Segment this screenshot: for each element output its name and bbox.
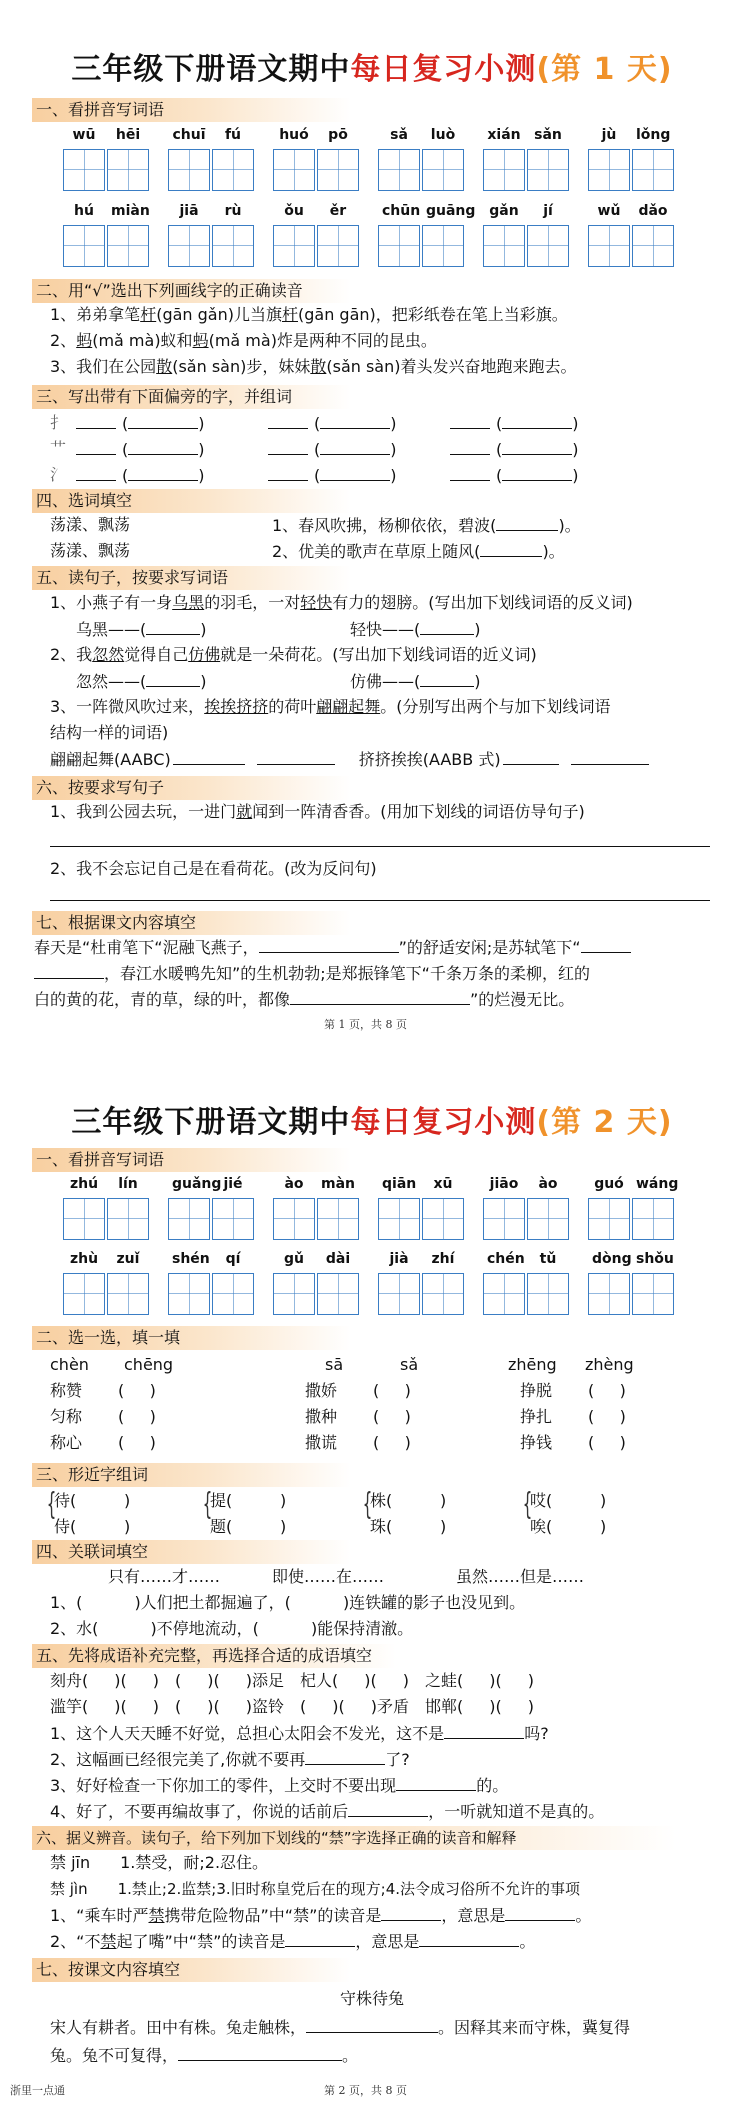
pinyin-label: huó [279, 127, 309, 143]
idiom-part: ) [402, 1671, 409, 1690]
paren: ) [198, 440, 205, 459]
pinyin-option: sǎ [400, 1355, 419, 1374]
writing-box [168, 149, 210, 191]
char-group: 待( [54, 1491, 77, 1510]
writing-box [588, 149, 630, 191]
writing-box [317, 149, 359, 191]
close-paren: ) [440, 1491, 447, 1510]
writing-box [317, 1273, 359, 1315]
writing-box [317, 225, 359, 267]
pinyin-label: zhú [69, 1176, 99, 1192]
p1-section3-heading: 三、写出带有下面偏旁的字，并组词 [32, 385, 351, 409]
idiom-part: )矛盾 [370, 1697, 409, 1716]
p2-s4-q1: 1、( )人们把土都掘遍了，( )连铁罐的影子也没见到。 [50, 1593, 526, 1612]
p1-s5-line6: 结构一样的词语) [50, 723, 169, 742]
p1-s4-q1: 1、春风吹拂，杨柳依依，碧波( )。 [272, 516, 581, 535]
p2-section6-heading: 六、据义辨音。读句子，给下列加下划线的“禁”字选择正确的读音和解释 [32, 1826, 676, 1850]
idiom-part: )( [489, 1697, 502, 1716]
paren: ( [314, 440, 321, 459]
pinyin-label: xū [433, 1176, 453, 1192]
paren-blank: ( ) [373, 1381, 411, 1400]
pinyin-label: dòng [592, 1251, 632, 1267]
radical: 艹 [50, 439, 67, 458]
p1-s4-q2: 2、优美的歌声在草原上随风( )。 [272, 542, 565, 561]
writing-box [273, 225, 315, 267]
pinyin-label: tǔ [539, 1251, 557, 1267]
writing-box [483, 1273, 525, 1315]
close-paren: ) [124, 1491, 131, 1510]
word: 撒谎 [305, 1433, 338, 1452]
char-group: 提( [210, 1491, 233, 1510]
p1-s6-answer-line2 [50, 900, 710, 901]
idiom-part: 刻舟( [50, 1671, 89, 1690]
pinyin-label: jiā [179, 203, 199, 219]
writing-box [107, 1273, 149, 1315]
pinyin-label: xián [487, 127, 521, 143]
pinyin-label: shǒu [636, 1251, 674, 1267]
writing-box [168, 1198, 210, 1240]
pinyin-label: miàn [111, 203, 150, 219]
p1-s2-line1: 1、弟弟拿笔杆(gān gǎn)儿当旗杆(gān gān)，把彩纸卷在笔上当彩旗。 [50, 305, 568, 324]
pinyin-label: zhí [431, 1251, 455, 1267]
brace-icon: { [362, 1487, 373, 1522]
idiom-part: 滥竽( [50, 1697, 89, 1716]
p1-s7-line2: ，春江水暖鸭先知”的生机勃勃;是郑振锋笔下“千条万条的柔柳，红的 [34, 962, 590, 985]
char-group: 珠( [370, 1517, 393, 1536]
paren: ( [314, 414, 321, 433]
pinyin-label: jià [389, 1251, 409, 1267]
paren: ( [496, 466, 503, 485]
pinyin-label: gǔ [284, 1251, 304, 1267]
p2-section2-heading: 二、选一选，填一填 [32, 1326, 351, 1350]
pinyin-label: guó [594, 1176, 624, 1192]
writing-box [588, 1273, 630, 1315]
paren-blank: ( ) [588, 1433, 626, 1452]
writing-box [632, 1273, 674, 1315]
char-group: 哎( [530, 1491, 553, 1510]
close-paren: ) [600, 1517, 607, 1536]
pinyin-label: wū [72, 127, 96, 143]
word: 撒种 [305, 1407, 338, 1426]
p2-s7-line1: 宋人有耕者。田中有株。兔走触株， 。因释其来而守株，冀复得 [50, 2018, 631, 2037]
paren: ) [572, 466, 579, 485]
idiom-row [50, 1696, 550, 1718]
pinyin-label: dài [325, 1251, 351, 1267]
pinyin-label: guǎng [172, 1176, 222, 1192]
pinyin-label: sǎn [534, 127, 562, 143]
p2-s6-q2: 2、“不禁起了嘴”中“禁”的读音是 ，意思是 。 [50, 1932, 536, 1951]
pinyin-label: jí [543, 203, 553, 219]
pinyin-label: jié [223, 1176, 243, 1192]
brace-icon: { [522, 1487, 533, 1522]
writing-box [168, 1273, 210, 1315]
writing-box [422, 225, 464, 267]
paren: ) [390, 440, 397, 459]
pinyin-label: ào [538, 1176, 558, 1192]
pinyin-label: hú [74, 203, 94, 219]
p2-s5-q4: 4、好了，不要再编故事了，你说的话前后 ，一听就知道不是真的。 [50, 1802, 605, 1821]
paren: ( [122, 414, 129, 433]
page2-title: 三年级下册语文期中每日复习小测(第 2 天) [71, 1105, 673, 1140]
pinyin-label: lǒng [636, 127, 671, 143]
paren-blank: ( ) [118, 1381, 156, 1400]
pinyin-label: luò [430, 127, 456, 143]
pinyin-label: ěr [329, 203, 347, 219]
paren: ) [198, 414, 205, 433]
writing-box [483, 149, 525, 191]
pinyin-label: qí [225, 1251, 241, 1267]
writing-box [63, 149, 105, 191]
writing-box [168, 225, 210, 267]
paren: ( [496, 440, 503, 459]
char-group: 株( [370, 1491, 393, 1510]
idiom-part: )盗铃 [245, 1697, 284, 1716]
pinyin-label: hēi [115, 127, 141, 143]
writing-box [63, 1198, 105, 1240]
brace-icon: { [202, 1487, 213, 1522]
pinyin-label: sǎ [390, 127, 408, 143]
p1-s5-line5: 3、一阵微风吹过来，挨挨挤挤的荷叶翩翩起舞。(分别写出两个与加下划线词语 [50, 697, 611, 716]
writing-box [107, 149, 149, 191]
paren-blank: ( ) [588, 1381, 626, 1400]
pinyin-label: lín [118, 1176, 138, 1192]
close-paren: ) [280, 1491, 287, 1510]
writing-box [527, 1273, 569, 1315]
idiom-part: ) [527, 1697, 534, 1716]
close-paren: ) [440, 1517, 447, 1536]
radical-fill-group [268, 464, 397, 487]
idiom-part: ( [174, 1697, 182, 1716]
writing-box [422, 1273, 464, 1315]
writing-box [107, 1198, 149, 1240]
pinyin-label: màn [321, 1176, 356, 1192]
p2-s6-def2: 禁 jìn 1.禁止;2.监禁;3.旧时称皇党后在的现方;4.法令成习俗所不允许的事项 [50, 1880, 581, 1898]
pinyin-label: shén [172, 1251, 210, 1267]
paren: ( [122, 440, 129, 459]
pinyin-label: zhù [69, 1251, 99, 1267]
writing-box [212, 1198, 254, 1240]
idiom-part: ( [174, 1671, 182, 1690]
p1-s6-line1: 1、我到公园去玩，一进门就闻到一阵清香香。(用加下划线的词语仿导句子) [50, 802, 585, 821]
pinyin-label: guāng [426, 203, 476, 219]
pinyin-label: jiāo [489, 1176, 519, 1192]
p1-section7-heading: 七、根据课文内容填空 [32, 911, 351, 935]
radical-fill-group [268, 412, 397, 435]
p2-s4-opt2: 即使……在…… [272, 1567, 385, 1586]
radical-fill-group [450, 412, 579, 435]
idiom-part: )( [332, 1697, 345, 1716]
pinyin-label: ào [284, 1176, 304, 1192]
paren-blank: ( ) [373, 1433, 411, 1452]
p2-section4-heading: 四、关联词填空 [32, 1540, 351, 1564]
watermark: 浙里一点通 [10, 2084, 65, 2097]
word: 挣扎 [520, 1407, 553, 1426]
p2-s6-q1: 1、“乘车时严禁携带危险物品”中“禁”的读音是 ，意思是 。 [50, 1906, 592, 1925]
radical-fill-group [450, 464, 579, 487]
idiom-row [50, 1670, 550, 1692]
writing-box [527, 1198, 569, 1240]
p2-s6-def1: 禁 jīn 1.禁受，耐;2.忍住。 [50, 1853, 269, 1872]
p1-s5-antonym-1: 乌黑——( ) [76, 620, 207, 639]
writing-box [317, 1198, 359, 1240]
pinyin-option: sā [325, 1355, 344, 1374]
idiom-part: ) [152, 1697, 159, 1716]
writing-box [378, 1273, 420, 1315]
pinyin-option: zhèng [585, 1355, 634, 1374]
idiom-part: )( [207, 1697, 220, 1716]
radical: 氵 [50, 465, 67, 484]
p2-s4-q2: 2、水( )不停地流动，( )能保持清澈。 [50, 1619, 414, 1638]
writing-box [632, 1198, 674, 1240]
writing-box [527, 149, 569, 191]
writing-box [527, 225, 569, 267]
paren-blank: ( ) [118, 1433, 156, 1452]
writing-box [422, 1198, 464, 1240]
pinyin-label: chén [487, 1251, 525, 1267]
radical-fill-group [76, 464, 205, 487]
idiom-part: )添足 [245, 1671, 284, 1690]
p2-s5-q2: 2、这幅画已经很完美了,你就不要再 了? [50, 1750, 410, 1769]
idiom-part: 之蛙( [424, 1671, 464, 1690]
pinyin-label: dǎo [638, 203, 668, 219]
writing-box [378, 1198, 420, 1240]
char-group: 唉( [530, 1517, 553, 1536]
writing-box [273, 1198, 315, 1240]
pinyin-label: jù [601, 127, 617, 143]
close-paren: ) [124, 1517, 131, 1536]
writing-box [212, 1273, 254, 1315]
pinyin-label: wǔ [597, 203, 621, 219]
pinyin-label: gǎn [489, 203, 519, 219]
p2-section3-heading: 三、形近字组词 [32, 1463, 351, 1487]
idiom-part: 邯郸( [424, 1697, 464, 1716]
paren: ) [572, 414, 579, 433]
writing-box [107, 225, 149, 267]
p1-s5-synonym-2: 仿佛——( ) [350, 672, 481, 691]
pinyin-option: zhēng [508, 1355, 557, 1374]
p1-s5-line7: 翩翩起舞(AABC) 挤挤挨挨(AABB 式) [50, 748, 649, 771]
writing-box [632, 149, 674, 191]
idiom-part: )( [114, 1671, 127, 1690]
close-paren: ) [600, 1491, 607, 1510]
char-group: 题( [210, 1517, 233, 1536]
p1-s7-line3: 白的黄的花，青的草，绿的叶，都像 ”的烂漫无比。 [34, 990, 575, 1009]
p2-s4-opt3: 虽然……但是…… [456, 1567, 585, 1586]
pinyin-label: chūn [382, 203, 421, 219]
p1-s6-line2: 2、我不会忘记自己是在看荷花。(改为反问句) [50, 859, 377, 878]
paren-blank: ( ) [588, 1407, 626, 1426]
writing-box [63, 1273, 105, 1315]
p1-section6-heading: 六、按要求写句子 [32, 776, 351, 800]
word: 挣脱 [520, 1381, 553, 1400]
p1-s2-line2: 2、蚂(mǎ mà)蚁和蚂(mǎ mà)炸是两种不同的昆虫。 [50, 331, 437, 350]
paren-blank: ( ) [373, 1407, 411, 1426]
p1-section5-heading: 五、读句子，按要求写词语 [32, 566, 351, 590]
writing-box [212, 149, 254, 191]
p1-s2-line3: 3、我们在公园散(sǎn sàn)步，妹妹散(sǎn sàn)着头发兴奋地跑来跑去。 [50, 357, 577, 376]
pinyin-label: ǒu [284, 203, 304, 219]
pinyin-label: rù [224, 203, 242, 219]
p2-s7-line2: 兔。兔不可复得， 。 [50, 2046, 359, 2065]
p1-s7-line1: 春天是“杜甫笔下“泥融飞燕子， ”的舒适安闲;是苏轼笔下“ [34, 936, 631, 959]
paren: ) [198, 466, 205, 485]
writing-box [378, 149, 420, 191]
char-group: 侍( [54, 1517, 77, 1536]
pinyin-label: fú [224, 127, 242, 143]
p2-s5-q1: 1、这个人天天睡不好觉，总担心太阳会不发光，这不是 吗? [50, 1724, 549, 1743]
p2-section5-heading: 五、先将成语补充完整，再选择合适的成语填空 [32, 1644, 396, 1668]
pinyin-label: wáng [636, 1176, 679, 1192]
pinyin-label: chuī [172, 127, 206, 143]
writing-box [588, 1198, 630, 1240]
p2-section7-heading: 七、按课文内容填空 [32, 1958, 351, 1982]
p1-s5-synonym-1: 忽然——( ) [76, 672, 207, 691]
p1-s4-options1: 荡漾、飘荡 [50, 515, 131, 534]
radical: 扌 [50, 413, 67, 432]
p1-s5-line3: 2、我忽然觉得自己仿佛就是一朵荷花。(写出加下划线词语的近义词) [50, 645, 537, 664]
page1-title: 三年级下册语文期中每日复习小测(第 1 天) [71, 52, 673, 87]
word: 称赞 [50, 1381, 83, 1400]
writing-box [273, 1273, 315, 1315]
pinyin-option: chèn [50, 1355, 89, 1374]
paren: ( [314, 466, 321, 485]
pinyin-label: pō [328, 127, 348, 143]
word: 匀称 [50, 1407, 83, 1426]
close-paren: ) [280, 1517, 287, 1536]
p2-s7-passage-title: 守株待兔 [339, 1989, 404, 2008]
p2-s5-q3: 3、好好检查一下你加工的零件，上交时不要出现 的。 [50, 1776, 509, 1795]
word: 撒娇 [305, 1381, 338, 1400]
paren: ) [572, 440, 579, 459]
p1-s6-answer-line1 [50, 846, 710, 847]
p2-footer: 第 2 页，共 8 页 [324, 2084, 407, 2097]
idiom-part: 杞人( [299, 1671, 339, 1690]
pinyin-option: chēng [124, 1355, 174, 1374]
writing-box [588, 225, 630, 267]
writing-box [212, 225, 254, 267]
paren-blank: ( ) [118, 1407, 156, 1426]
radical-fill-group [450, 438, 579, 461]
p1-s4-options2: 荡漾、飘荡 [50, 541, 131, 560]
writing-box [273, 149, 315, 191]
p1-section4-heading: 四、选词填空 [32, 489, 351, 513]
word: 称心 [50, 1433, 83, 1452]
radical-fill-group [76, 438, 205, 461]
idiom-part: ( [299, 1697, 307, 1716]
paren: ( [122, 466, 129, 485]
idiom-part: )( [364, 1671, 377, 1690]
writing-box [632, 225, 674, 267]
p1-section1-heading: 一、看拼音写词语 [32, 98, 351, 122]
idiom-part: )( [114, 1697, 127, 1716]
brace-icon: { [46, 1487, 57, 1522]
p1-s5-line1: 1、小燕子有一身乌黑的羽毛，一对轻快有力的翅膀。(写出加下划线词语的反义词) [50, 593, 633, 612]
paren: ( [496, 414, 503, 433]
idiom-part: ) [152, 1671, 159, 1690]
p1-section2-heading: 二、用“√”选出下列画线字的正确读音 [32, 279, 351, 303]
p2-s4-opt1: 只有……才…… [108, 1567, 221, 1586]
p2-section1-heading: 一、看拼音写词语 [32, 1148, 351, 1172]
p1-s5-antonym-2: 轻快——( ) [350, 620, 481, 639]
paren: ) [390, 466, 397, 485]
writing-box [483, 1198, 525, 1240]
writing-box [63, 225, 105, 267]
writing-box [422, 149, 464, 191]
paren: ) [390, 414, 397, 433]
idiom-part: )( [207, 1671, 220, 1690]
writing-box [378, 225, 420, 267]
writing-box [483, 225, 525, 267]
radical-fill-group [268, 438, 397, 461]
word: 挣钱 [520, 1433, 553, 1452]
idiom-part: )( [489, 1671, 502, 1690]
idiom-part: ) [527, 1671, 534, 1690]
p1-footer: 第 1 页，共 8 页 [324, 1018, 407, 1031]
pinyin-label: zuǐ [116, 1251, 140, 1267]
radical-fill-group [76, 412, 205, 435]
pinyin-label: qiān [382, 1176, 417, 1192]
